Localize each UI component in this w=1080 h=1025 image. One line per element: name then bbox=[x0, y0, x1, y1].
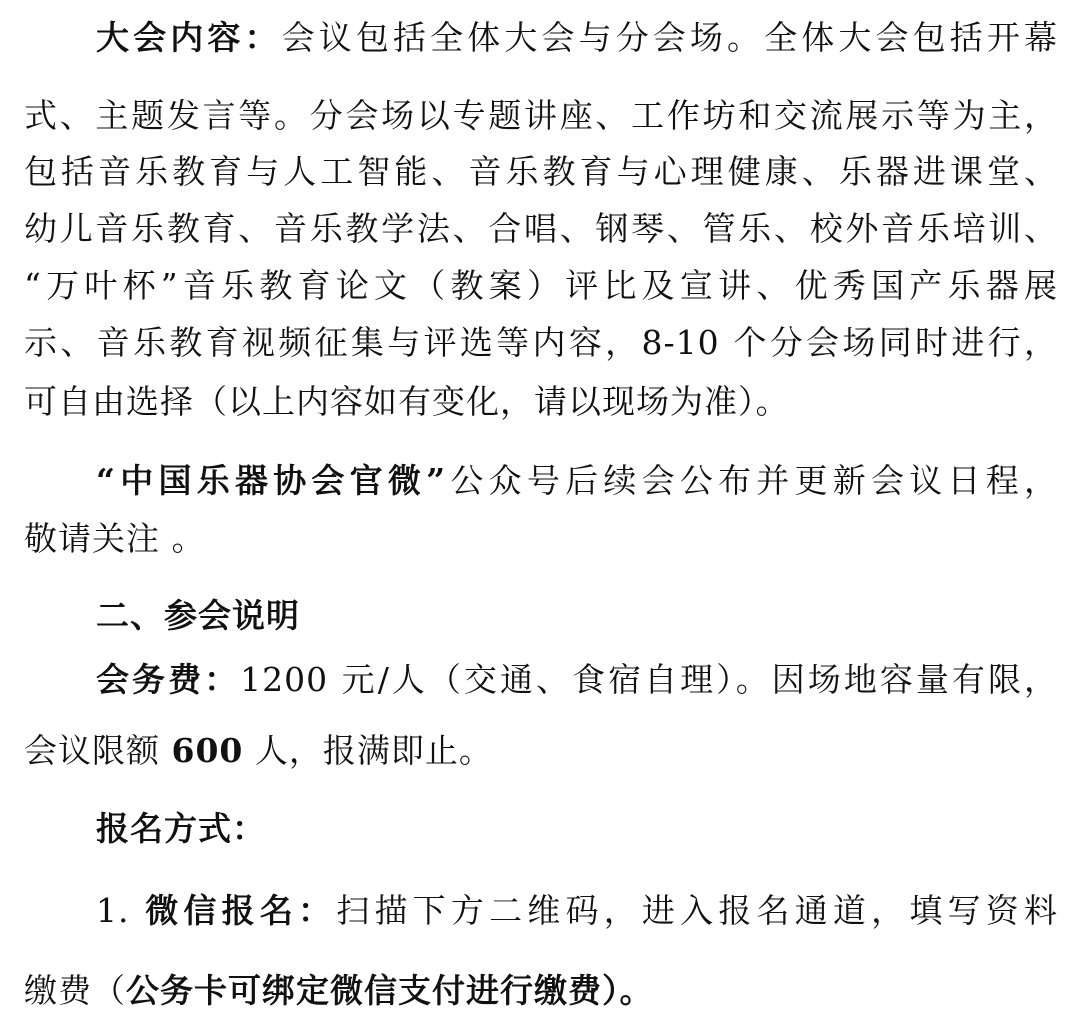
text: 缴费（ bbox=[24, 971, 126, 1010]
text: 扫描下方二维码，进入报名通道，填写资料 bbox=[336, 891, 1058, 930]
paragraph-line: 可自由选择（以上内容如有变化，请以现场为准）。 bbox=[24, 382, 790, 421]
paragraph-line: 幼儿音乐教育、音乐教学法、合唱、钢琴、管乐、校外音乐培训、 bbox=[24, 209, 1058, 248]
paragraph-line: 包括音乐教育与人工智能、音乐教育与心理健康、乐器进课堂、 bbox=[24, 152, 1058, 191]
attendee-limit: 600 bbox=[171, 731, 244, 770]
bold-note-official-card: 公务卡可绑定微信支付进行缴费）。 bbox=[126, 971, 654, 1010]
paragraph-wechat-registration-line-2 bbox=[24, 967, 1058, 1015]
paragraph-line: “万叶杯”音乐教育论文（教案）评比及宣讲、优秀国产乐器展 bbox=[24, 266, 1058, 305]
text: 人，报满即止。 bbox=[243, 731, 493, 770]
text: 1200 元/人（交通、食宿自理）。因场地容量有限， bbox=[240, 660, 1059, 699]
label-conference-content: 大会内容： bbox=[96, 18, 282, 57]
section-title-attendance bbox=[96, 592, 1058, 640]
paragraph-conference-content-line-1 bbox=[96, 14, 1058, 62]
label-wechat-registration: 微信报名： bbox=[145, 891, 337, 930]
paragraph-line: 敬请关注 。 bbox=[24, 519, 206, 558]
paragraph-wechat-account-line-1 bbox=[96, 457, 1058, 505]
text: 会议包括全体大会与分会场。全体大会包括开幕 bbox=[281, 18, 1059, 57]
paragraph-wechat-registration-line-1 bbox=[96, 887, 1058, 935]
list-number: 1. bbox=[96, 891, 146, 930]
label-official-account: “中国乐器协会官微” bbox=[96, 461, 447, 500]
paragraph-line: 式、主题发言等。分会场以专题讲座、工作坊和交流展示等为主， bbox=[24, 96, 1058, 135]
registration-title-text: 报名方式： bbox=[96, 809, 266, 848]
paragraph-line: 示、音乐教育视频征集与评选等内容，8-10 个分会场同时进行， bbox=[24, 323, 1058, 362]
text: 公众号后续会公布并更新会议日程， bbox=[446, 461, 1059, 500]
paragraph-fee-line-2 bbox=[24, 727, 1058, 775]
label-fee: 会务费： bbox=[96, 660, 241, 699]
section-title-text: 二、参会说明 bbox=[96, 596, 300, 635]
paragraph-fee-line-1 bbox=[96, 656, 1058, 704]
text: 会议限额 bbox=[24, 731, 172, 770]
registration-title bbox=[96, 805, 1058, 853]
